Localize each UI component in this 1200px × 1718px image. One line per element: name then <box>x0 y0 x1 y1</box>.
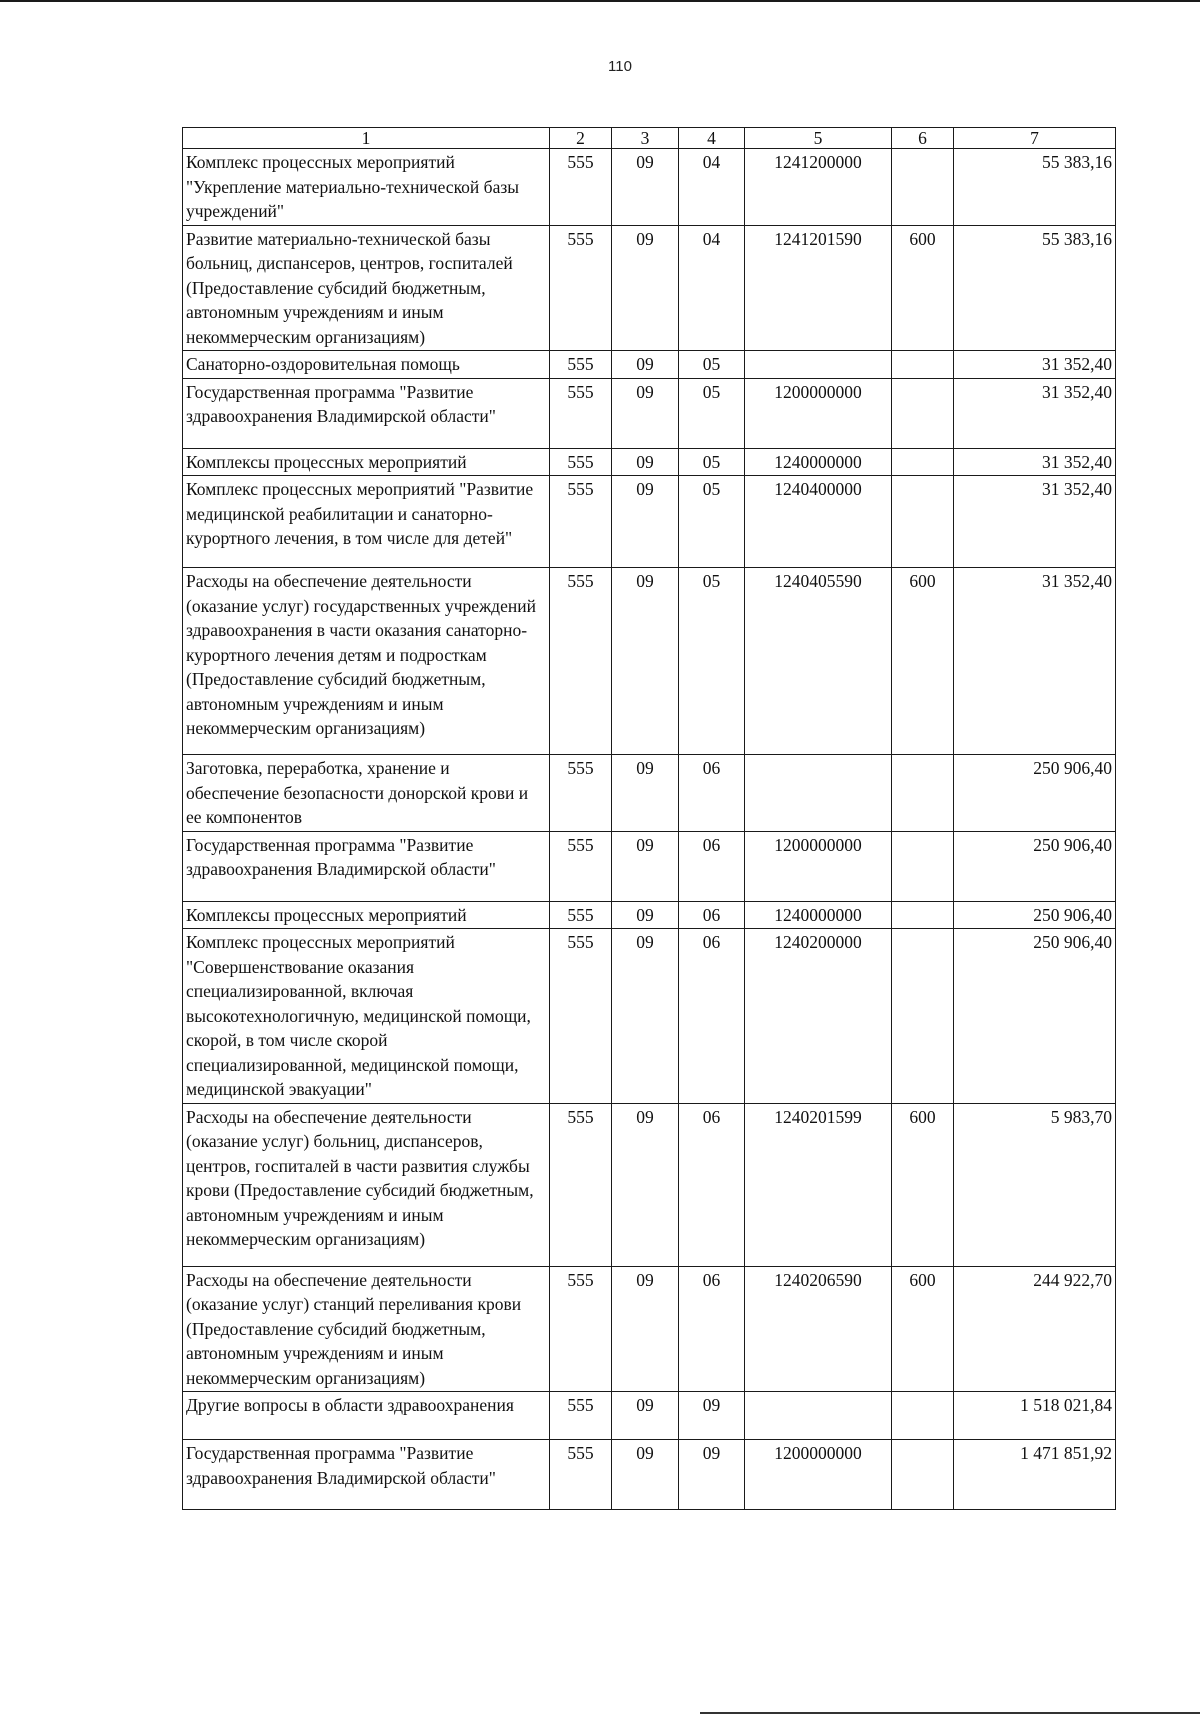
row-col-5: 1240405590 <box>745 568 892 755</box>
column-header: 1 <box>183 128 550 149</box>
row-col-6 <box>892 351 954 379</box>
row-col-3: 09 <box>612 1392 679 1440</box>
row-name: Другие вопросы в области здравоохранения <box>183 1392 550 1440</box>
row-col-4: 06 <box>679 1266 745 1392</box>
row-col-6 <box>892 755 954 832</box>
row-amount: 55 383,16 <box>954 149 1116 226</box>
table-row <box>183 351 1116 379</box>
row-name: Комплекс процессных мероприятий "Совершенствование оказания специализированной, включая высокотехнологичную, медицинской помощи, скорой, в том числе скорой специализированной, медицинской помощи, медицинской эвакуации" <box>183 929 550 1104</box>
row-col-6: 600 <box>892 1266 954 1392</box>
row-col-4: 06 <box>679 929 745 1104</box>
row-col-6 <box>892 1392 954 1440</box>
row-col-3: 09 <box>612 351 679 379</box>
row-col-2: 555 <box>550 929 612 1104</box>
row-name: Комплекс процессных мероприятий "Развитие медицинской реабилитации и санаторно-курортного лечения, в том числе для детей" <box>183 476 550 568</box>
row-col-5: 1240206590 <box>745 1266 892 1392</box>
row-name: Комплексы процессных мероприятий <box>183 901 550 929</box>
row-amount: 250 906,40 <box>954 901 1116 929</box>
row-name: Расходы на обеспечение деятельности (оказание услуг) станций переливания крови (Предоставление субсидий бюджетным, автономным учреждениям и иным некоммерческим организациям) <box>183 1266 550 1392</box>
table-row <box>183 378 1116 448</box>
row-amount: 31 352,40 <box>954 448 1116 476</box>
row-col-4: 09 <box>679 1440 745 1510</box>
row-col-2: 555 <box>550 448 612 476</box>
row-col-5: 1241201590 <box>745 225 892 351</box>
row-col-4: 05 <box>679 448 745 476</box>
row-name: Расходы на обеспечение деятельности (оказание услуг) государственных учреждений здравоохранения в части оказания санаторно-курортного лечения детям и подросткам (Предоставление субсидий бюджетным, автономным учреждениям и иным некоммерческим организациям) <box>183 568 550 755</box>
budget-table <box>182 127 1116 1510</box>
column-header: 7 <box>954 128 1116 149</box>
row-amount: 1 518 021,84 <box>954 1392 1116 1440</box>
row-col-6 <box>892 476 954 568</box>
row-col-3: 09 <box>612 1440 679 1510</box>
row-col-4: 05 <box>679 351 745 379</box>
row-col-3: 09 <box>612 755 679 832</box>
table-row <box>183 901 1116 929</box>
row-amount: 250 906,40 <box>954 831 1116 901</box>
row-amount: 31 352,40 <box>954 476 1116 568</box>
row-col-6 <box>892 378 954 448</box>
row-amount: 55 383,16 <box>954 225 1116 351</box>
row-col-5: 1200000000 <box>745 1440 892 1510</box>
row-col-4: 04 <box>679 225 745 351</box>
scan-border-bottom <box>700 1712 1200 1714</box>
row-col-3: 09 <box>612 225 679 351</box>
row-col-4: 09 <box>679 1392 745 1440</box>
column-header: 2 <box>550 128 612 149</box>
row-name: Заготовка, переработка, хранение и обеспечение безопасности донорской крови и ее компонентов <box>183 755 550 832</box>
row-col-3: 09 <box>612 476 679 568</box>
table-row <box>183 831 1116 901</box>
row-col-2: 555 <box>550 351 612 379</box>
row-col-5 <box>745 1392 892 1440</box>
row-col-4: 04 <box>679 149 745 226</box>
row-col-2: 555 <box>550 1103 612 1266</box>
row-name: Развитие материально-технической базы больниц, диспансеров, центров, госпиталей (Предоставление субсидий бюджетным, автономным учреждениям и иным некоммерческим организациям) <box>183 225 550 351</box>
column-header: 4 <box>679 128 745 149</box>
row-col-2: 555 <box>550 149 612 226</box>
row-col-2: 555 <box>550 831 612 901</box>
row-name: Комплексы процессных мероприятий <box>183 448 550 476</box>
row-col-5: 1241200000 <box>745 149 892 226</box>
row-amount: 31 352,40 <box>954 568 1116 755</box>
table-row <box>183 1266 1116 1392</box>
column-header: 5 <box>745 128 892 149</box>
row-col-3: 09 <box>612 149 679 226</box>
table-row <box>183 568 1116 755</box>
table-row <box>183 476 1116 568</box>
row-amount: 1 471 851,92 <box>954 1440 1116 1510</box>
row-col-4: 06 <box>679 755 745 832</box>
row-col-4: 06 <box>679 1103 745 1266</box>
row-name: Государственная программа "Развитие здравоохранения Владимирской области" <box>183 378 550 448</box>
table-row <box>183 1392 1116 1440</box>
row-amount: 31 352,40 <box>954 351 1116 379</box>
row-col-2: 555 <box>550 378 612 448</box>
row-name: Государственная программа "Развитие здравоохранения Владимирской области" <box>183 1440 550 1510</box>
row-col-3: 09 <box>612 901 679 929</box>
row-col-3: 09 <box>612 831 679 901</box>
row-col-6 <box>892 929 954 1104</box>
row-col-5 <box>745 755 892 832</box>
row-col-4: 06 <box>679 901 745 929</box>
row-col-6 <box>892 149 954 226</box>
page-number: 110 <box>608 58 632 75</box>
row-col-5: 1240201599 <box>745 1103 892 1266</box>
row-col-5: 1240200000 <box>745 929 892 1104</box>
row-name: Санаторно-оздоровительная помощь <box>183 351 550 379</box>
row-col-4: 05 <box>679 378 745 448</box>
row-col-4: 05 <box>679 476 745 568</box>
table-row <box>183 448 1116 476</box>
row-col-3: 09 <box>612 448 679 476</box>
row-col-6 <box>892 1440 954 1510</box>
table-row <box>183 755 1116 832</box>
row-amount: 244 922,70 <box>954 1266 1116 1392</box>
column-header: 6 <box>892 128 954 149</box>
row-col-6 <box>892 448 954 476</box>
row-col-4: 06 <box>679 831 745 901</box>
row-col-2: 555 <box>550 755 612 832</box>
row-col-6: 600 <box>892 1103 954 1266</box>
row-col-3: 09 <box>612 1266 679 1392</box>
table-row <box>183 225 1116 351</box>
row-col-3: 09 <box>612 1103 679 1266</box>
row-col-5: 1240400000 <box>745 476 892 568</box>
row-col-3: 09 <box>612 378 679 448</box>
row-col-6 <box>892 831 954 901</box>
row-col-3: 09 <box>612 568 679 755</box>
row-col-2: 555 <box>550 1266 612 1392</box>
row-col-2: 555 <box>550 225 612 351</box>
table-row <box>183 929 1116 1104</box>
row-name: Государственная программа "Развитие здравоохранения Владимирской области" <box>183 831 550 901</box>
scan-border-top <box>0 0 1200 2</box>
row-amount: 31 352,40 <box>954 378 1116 448</box>
row-amount: 250 906,40 <box>954 929 1116 1104</box>
row-col-6 <box>892 901 954 929</box>
row-name: Комплекс процессных мероприятий "Укрепление материально-технической базы учреждений" <box>183 149 550 226</box>
row-col-5: 1200000000 <box>745 378 892 448</box>
row-col-3: 09 <box>612 929 679 1104</box>
row-col-5: 1240000000 <box>745 901 892 929</box>
row-col-2: 555 <box>550 1392 612 1440</box>
row-col-6: 600 <box>892 225 954 351</box>
row-col-2: 555 <box>550 901 612 929</box>
row-col-5 <box>745 351 892 379</box>
table-row <box>183 1103 1116 1266</box>
row-col-5: 1240000000 <box>745 448 892 476</box>
table-header-row <box>183 128 1116 149</box>
table-row <box>183 1440 1116 1510</box>
row-col-2: 555 <box>550 1440 612 1510</box>
row-name: Расходы на обеспечение деятельности (оказание услуг) больниц, диспансеров, центров, госпиталей в части развития службы крови (Предоставление субсидий бюджетным, автономным учреждениям и иным некоммерческим организациям) <box>183 1103 550 1266</box>
row-amount: 5 983,70 <box>954 1103 1116 1266</box>
row-col-2: 555 <box>550 568 612 755</box>
row-amount: 250 906,40 <box>954 755 1116 832</box>
row-col-5: 1200000000 <box>745 831 892 901</box>
table-row <box>183 149 1116 226</box>
column-header: 3 <box>612 128 679 149</box>
row-col-4: 05 <box>679 568 745 755</box>
row-col-2: 555 <box>550 476 612 568</box>
row-col-6: 600 <box>892 568 954 755</box>
